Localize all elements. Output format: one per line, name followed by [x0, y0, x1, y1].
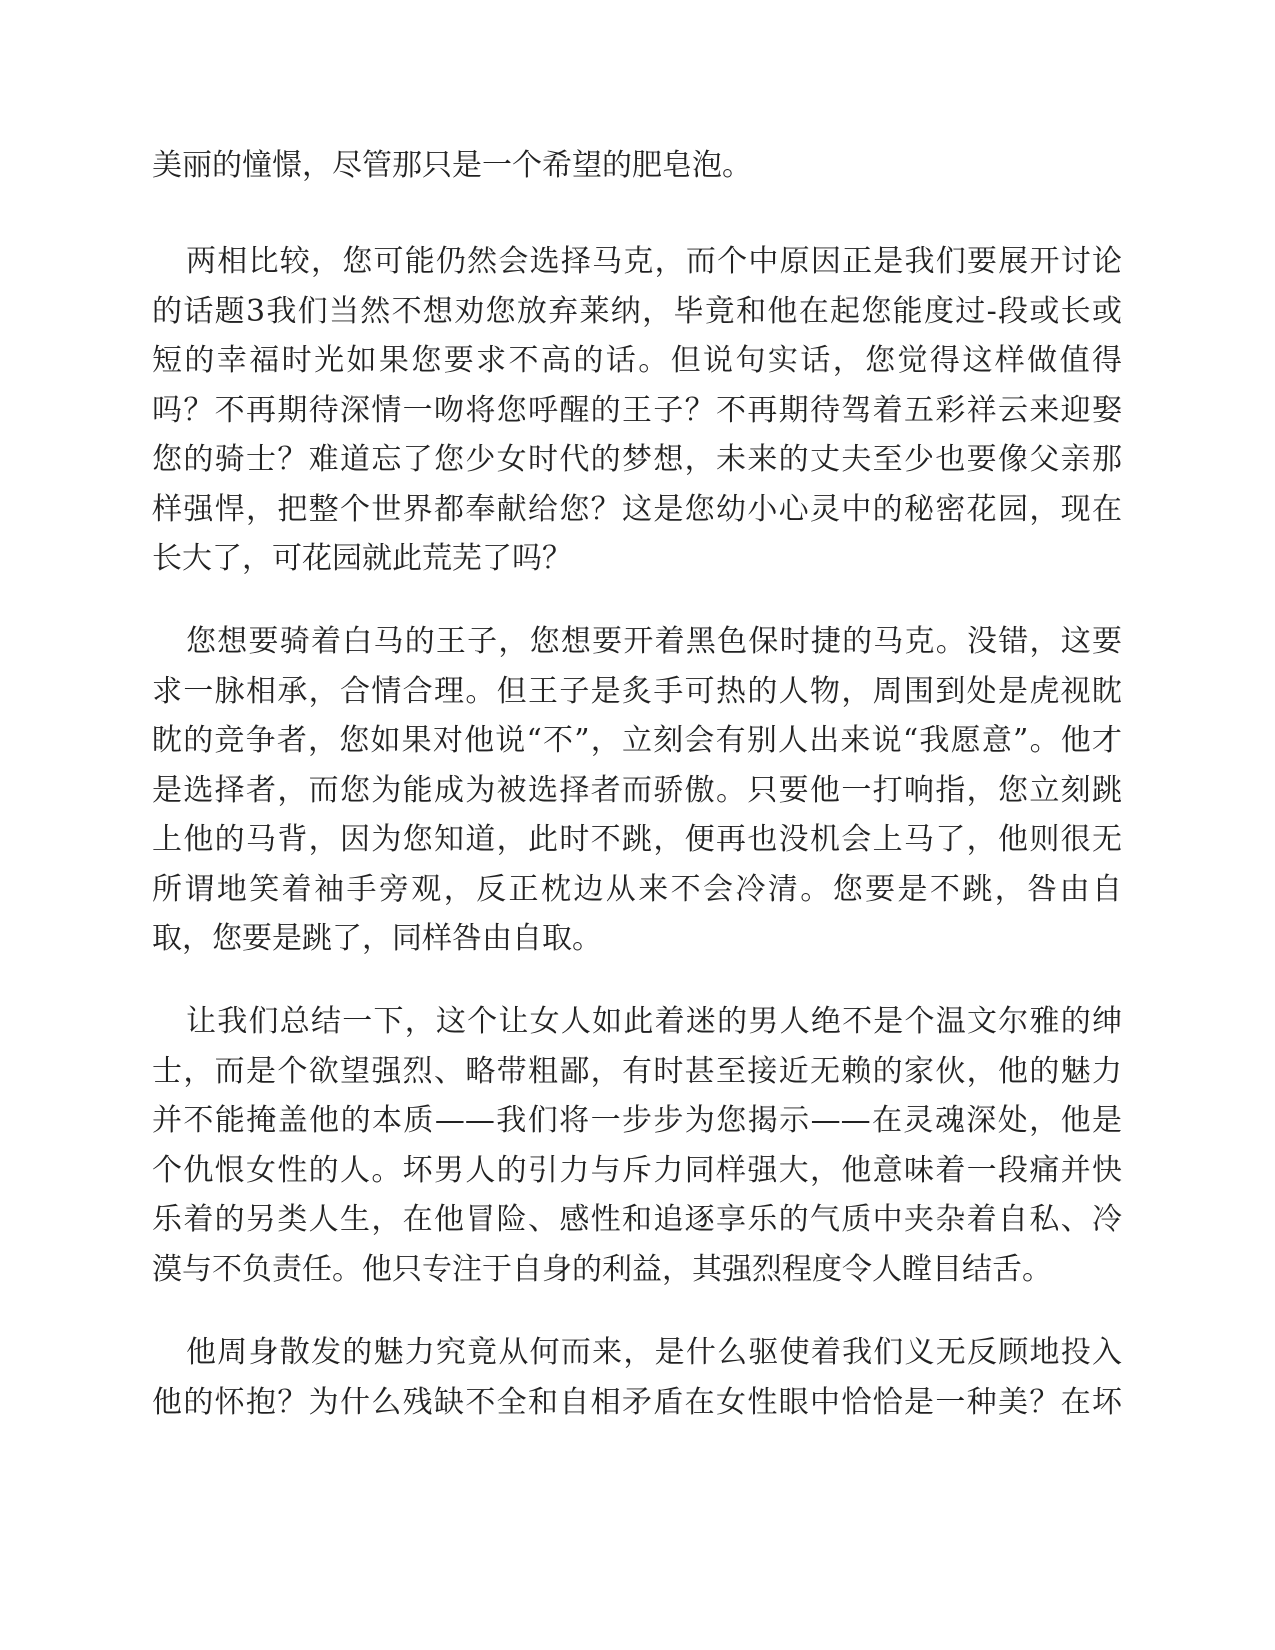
text-line: 取，您要是跳了，同样咎由自取。 [152, 921, 602, 956]
text-line: 他周身散发的魅力究竟从何而来，是什么驱使着我们义无反顾地投入 [186, 1335, 1122, 1370]
text-line: 他的怀抱？为什么残缺不全和自相矛盾在女性眼中恰恰是一种美？在坏 [152, 1384, 1122, 1420]
text-line: 个仇恨女性的人。坏男人的引力与斥力同样强大，他意味着一段痛并快 [152, 1152, 1122, 1188]
paragraph-2 [152, 237, 1122, 584]
text-line: 让我们总结一下，这个让女人如此着迷的男人绝不是个温文尔雅的绅 [186, 1004, 1122, 1039]
text-line: 眈的竞争者，您如果对他说“不”，立刻会有别人出来说“我愿意”。他才 [152, 723, 1122, 758]
text-line: 漠与不负责任。他只专注于自身的利益，其强烈程度令人瞠目结舌。 [152, 1251, 1052, 1287]
text-line: 乐着的另类人生，在他冒险、感性和追逐享乐的气质中夹杂着自私、冷 [152, 1202, 1122, 1237]
text-line: 两相比较，您可能仍然会选择马克，而个中原因正是我们要展开讨论 [186, 244, 1122, 279]
paragraph-4 [152, 997, 1122, 1294]
text-line: 求一脉相承，合情合理。但王子是炙手可热的人物，周围到处是虎视眈 [152, 673, 1122, 709]
text-line: 的话题3我们当然不想劝您放弃莱纳，毕竟和他在起您能度过-段或长或 [152, 293, 1122, 329]
text-line: 美丽的憧憬，尽管那只是一个希望的肥皂泡。 [152, 148, 752, 183]
paragraph-5 [152, 1328, 1122, 1427]
text-line: 所谓地笑着袖手旁观，反正枕边从来不会冷清。您要是不跳，咎由自 [152, 871, 1122, 907]
text-line: 短的幸福时光如果您要求不高的话。但说句实话，您觉得这样做值得 [152, 343, 1122, 378]
text-line: 士，而是个欲望强烈、略带粗鄙，有时甚至接近无赖的家伙，他的魅力 [152, 1053, 1122, 1089]
text-line: 是选择者，而您为能成为被选择者而骄傲。只要他一打响指，您立刻跳 [152, 772, 1122, 808]
paragraph-3 [152, 617, 1122, 964]
text-line: 您的骑士？难道忘了您少女时代的梦想，未来的丈夫至少也要像父亲那 [152, 442, 1122, 477]
text-line: 长大了，可花园就此荒芜了吗？ [152, 541, 572, 576]
text-line: 吗？不再期待深情一吻将您呼醒的王子？不再期待驾着五彩祥云来迎娶 [152, 392, 1122, 428]
paragraph-1 [152, 141, 1122, 191]
text-line: 您想要骑着白马的王子，您想要开着黑色保时捷的马克。没错，这要 [186, 624, 1122, 659]
text-line: 并不能掩盖他的本质——我们将一步步为您揭示——在灵魂深处，他是 [152, 1103, 1122, 1138]
text-line: 上他的马背，因为您知道，此时不跳，便再也没机会上马了，他则很无 [152, 822, 1122, 857]
text-line: 样强悍，把整个世界都奉献给您？这是您幼小心灵中的秘密花园，现在 [152, 491, 1122, 527]
